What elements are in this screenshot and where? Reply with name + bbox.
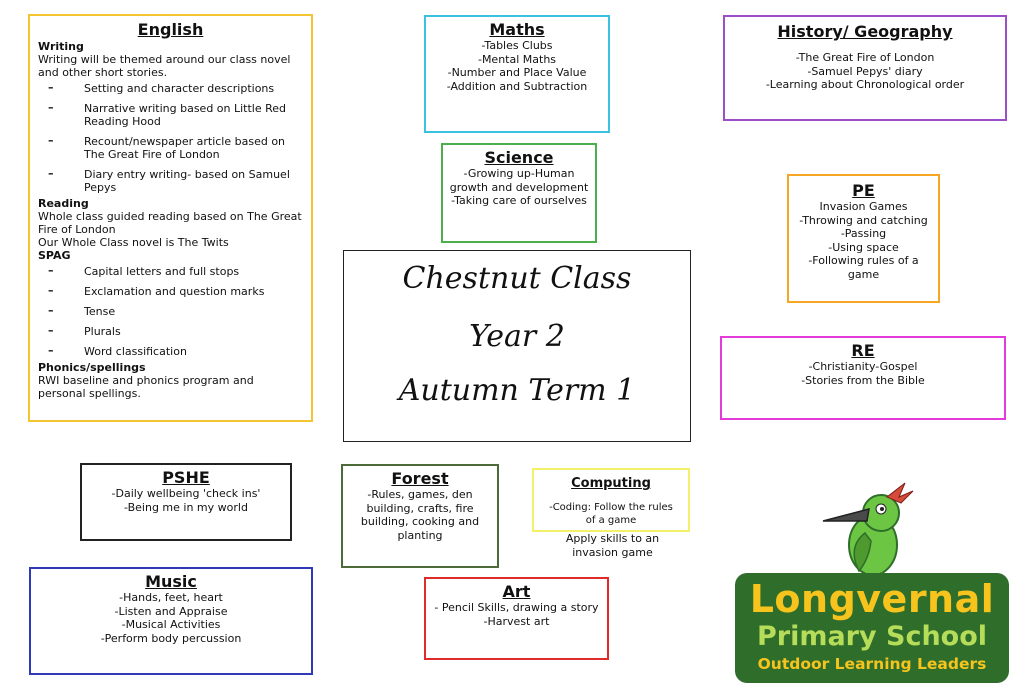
history-line: -The Great Fire of London: [795, 51, 935, 64]
art-title: Art: [502, 582, 531, 601]
computing-note-line: Apply skills to an: [565, 532, 660, 545]
pshe-line: -Daily wellbeing 'check ins': [111, 487, 261, 500]
pe-line: Invasion Games: [819, 200, 908, 213]
science-title: Science: [484, 148, 554, 167]
maths-line: -Number and Place Value: [447, 66, 587, 79]
re-line: -Stories from the Bible: [801, 373, 925, 387]
list-item: – Diary entry writing- based on Samuel Pepys: [48, 168, 303, 194]
music-line: -Hands, feet, heart: [119, 591, 223, 604]
list-item: – Recount/newspaper article based on The Great Fire of London: [48, 135, 303, 161]
re-line: -Christianity-Gospel: [808, 360, 918, 373]
maths-line: -Addition and Subtraction: [446, 79, 588, 93]
re-box: [720, 336, 1006, 420]
pe-title: PE: [852, 181, 875, 200]
phonics-text: RWI baseline and phonics program and personal spellings.: [38, 374, 254, 400]
art-line: - Pencil Skills, drawing a story: [434, 601, 599, 614]
re-title: RE: [851, 341, 875, 360]
pshe-line: -Being me in my world: [124, 500, 248, 514]
list-item: – Narrative writing based on Little Red Reading Hood: [48, 102, 303, 128]
maths-line: -Mental Maths: [477, 52, 557, 66]
writing-intro: Writing will be themed around our class novel and other short stories.: [38, 53, 291, 79]
english-title: English: [137, 20, 204, 39]
pe-line: game: [847, 267, 880, 281]
history-line: -Samuel Pepys' diary: [807, 64, 923, 78]
logo-school-name: Longvernal: [749, 577, 995, 621]
spag-heading: SPAG: [38, 249, 71, 262]
logo-tagline: Outdoor Learning Leaders: [757, 655, 987, 673]
maths-box: [424, 15, 610, 133]
phonics-heading: Phonics/spellings: [38, 361, 146, 374]
science-line: -Growing up-Human: [463, 167, 575, 180]
forest-title: Forest: [391, 469, 449, 488]
reading-line-2: Our Whole Class novel is The Twits: [38, 236, 229, 249]
pe-line: -Passing: [840, 227, 887, 240]
pe-line: -Using space: [828, 240, 899, 254]
maths-line: -Tables Clubs: [481, 39, 553, 52]
year-group: Year 2: [469, 319, 565, 354]
computing-title: Computing: [571, 476, 651, 491]
music-line: -Musical Activities: [121, 618, 221, 631]
reading-heading: Reading: [38, 197, 89, 210]
forest-line: planting: [397, 528, 443, 542]
list-item: – Capital letters and full stops: [48, 265, 303, 278]
forest-line: building, cooking and: [360, 515, 480, 528]
music-box: [29, 567, 313, 675]
forest-line: -Rules, games, den: [367, 488, 473, 501]
pshe-box: [80, 463, 292, 541]
reading-line-1: Whole class guided reading based on The Great Fire of London: [38, 210, 302, 236]
spag-list: [38, 265, 303, 358]
list-item: – Tense: [48, 305, 303, 318]
computing-note-line: invasion game: [572, 545, 653, 559]
science-line: growth and development: [449, 180, 589, 194]
school-logo: [735, 475, 1009, 683]
computing-line: of a game: [585, 515, 637, 526]
maths-title: Maths: [489, 20, 545, 39]
logo-banner: [735, 573, 1009, 683]
art-line: -Harvest art: [483, 614, 550, 628]
history-line: -Learning about Chronological order: [765, 78, 965, 91]
logo-school-type: Primary School: [756, 621, 988, 652]
pe-line: -Throwing and catching: [799, 213, 928, 227]
science-line: -Taking care of ourselves: [451, 194, 587, 207]
class-title-box: [343, 250, 691, 442]
history-geography-box: [723, 15, 1007, 121]
music-line: -Perform body percussion: [100, 631, 242, 645]
list-item: – Exclamation and question marks: [48, 285, 303, 298]
art-box: [424, 577, 609, 660]
list-item: – Word classification: [48, 345, 303, 358]
forest-box: [341, 464, 499, 568]
list-item: – Plurals: [48, 325, 303, 338]
music-line: -Listen and Appraise: [114, 604, 228, 618]
writing-heading: Writing: [38, 40, 84, 53]
term-name: Autumn Term 1: [398, 373, 636, 408]
computing-box: [532, 468, 690, 532]
science-box: [441, 143, 597, 243]
computing-line: -Coding: Follow the rules: [549, 502, 673, 513]
writing-list: [38, 82, 303, 194]
forest-line: building, crafts, fire: [366, 501, 474, 515]
pe-box: [787, 174, 940, 303]
history-title: History/ Geography: [777, 22, 953, 41]
list-item: – Setting and character descriptions: [48, 82, 303, 95]
music-title: Music: [145, 572, 197, 591]
computing-note: [540, 532, 685, 559]
english-box: [28, 14, 313, 422]
pshe-title: PSHE: [162, 468, 210, 487]
pe-line: -Following rules of a: [808, 254, 919, 267]
class-name: Chestnut Class: [402, 261, 632, 296]
